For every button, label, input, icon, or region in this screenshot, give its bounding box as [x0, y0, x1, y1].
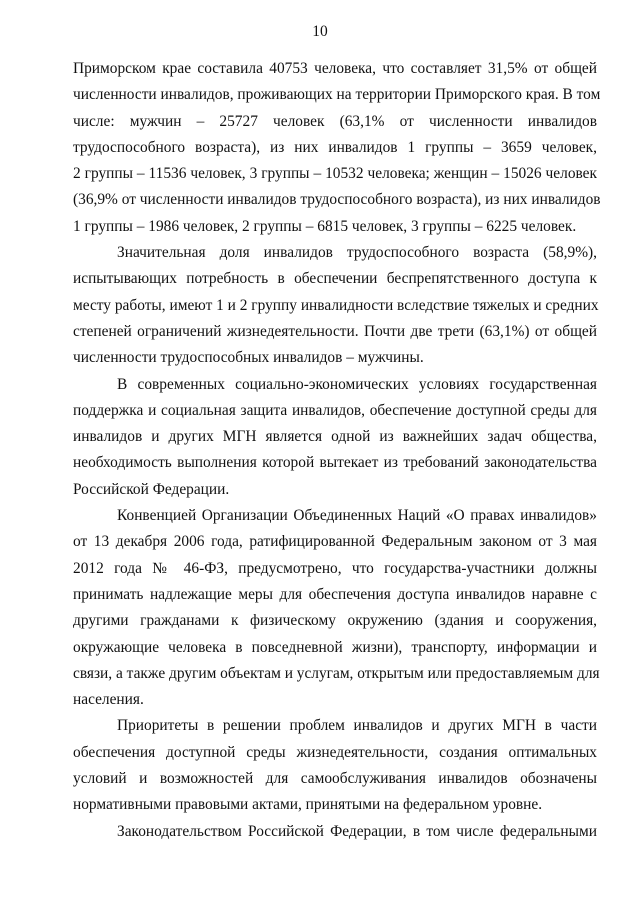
text-line: связи, а также другим объектам и услугам, открытым или предоставляемым для	[73, 664, 600, 682]
text-line: (36,9% от численности инвалидов трудоспособного возраста), из них инвалидов	[73, 191, 601, 209]
text-line: численности трудоспособных инвалидов – мужчины.	[73, 349, 424, 367]
text-line: 2012 года № 46-ФЗ, предусмотрено, что государства-участники должны	[73, 559, 597, 577]
document-body	[73, 56, 601, 845]
text-line: В современных социально-экономических условиях государственная	[117, 375, 597, 393]
text-line: условий и возможностей для самообслуживания инвалидов обозначены	[73, 770, 597, 788]
text-line: 1 группы – 1986 человек, 2 группы – 6815 человек, 3 группы – 6225 человек.	[73, 217, 577, 235]
text-line: другими гражданами к физическому окружению (здания и сооружения,	[73, 612, 597, 630]
text-line: необходимость выполнения которой вытекает из требований законодательства	[73, 454, 597, 472]
page-number: 10	[312, 23, 328, 40]
text-line: Приоритеты в решении проблем инвалидов и других МГН в части	[117, 717, 597, 735]
text-line: степеней ограничений жизнедеятельности. Почти две трети (63,1%) от общей	[73, 322, 597, 340]
text-line: трудоспособного возраста), из них инвалидов 1 группы – 3659 человек,	[73, 138, 597, 156]
text-line: Российской Федерации.	[73, 480, 230, 498]
text-line: числе: мужчин – 25727 человек (63,1% от численности инвалидов	[73, 112, 597, 130]
text-line: Законодательством Российской Федерации, в том числе федеральными	[117, 822, 597, 840]
text-line: Конвенцией Организации Объединенных Наций «О правах инвалидов»	[117, 507, 597, 525]
text-line: 2 группы – 11536 человек, 3 группы – 10532 человека; женщин – 15026 человек	[73, 165, 597, 183]
text-line: месту работы, имеют 1 и 2 группу инвалидности вследствие тяжелых и средних	[73, 296, 599, 314]
paragraph-5	[73, 713, 597, 818]
text-line: окружающие человека в повседневной жизни), транспорту, информации и	[73, 638, 597, 656]
paragraph-3	[73, 372, 597, 503]
paragraph-4	[73, 503, 600, 713]
paragraph-6	[73, 819, 597, 845]
text-line: обеспечения доступной среды жизнедеятельности, создания оптимальных	[73, 743, 597, 761]
text-line: населения.	[73, 691, 144, 709]
text-line: поддержка и социальная защита инвалидов, обеспечение доступной среды для	[73, 401, 597, 419]
text-line: принимать надлежащие меры для обеспечения доступа инвалидов наравне с	[73, 585, 597, 603]
paragraph-1	[73, 56, 601, 240]
text-line: нормативными правовыми актами, принятыми на федеральном уровне.	[73, 796, 543, 814]
text-line: инвалидов и других МГН является одной из важнейших задач общества,	[73, 428, 597, 446]
text-line: от 13 декабря 2006 года, ратифицированной Федеральным законом от 3 мая	[73, 533, 597, 551]
text-line: Значительная доля инвалидов трудоспособного возраста (58,9%),	[117, 244, 597, 262]
text-line: испытывающих потребность в обеспечении беспрепятственного доступа к	[73, 270, 597, 288]
paragraph-2	[73, 240, 597, 371]
text-line: численности инвалидов, проживающих на территории Приморского края. В том	[73, 86, 601, 104]
text-line: Приморском крае составила 40753 человека, что составляет 31,5% от общей	[73, 60, 597, 77]
